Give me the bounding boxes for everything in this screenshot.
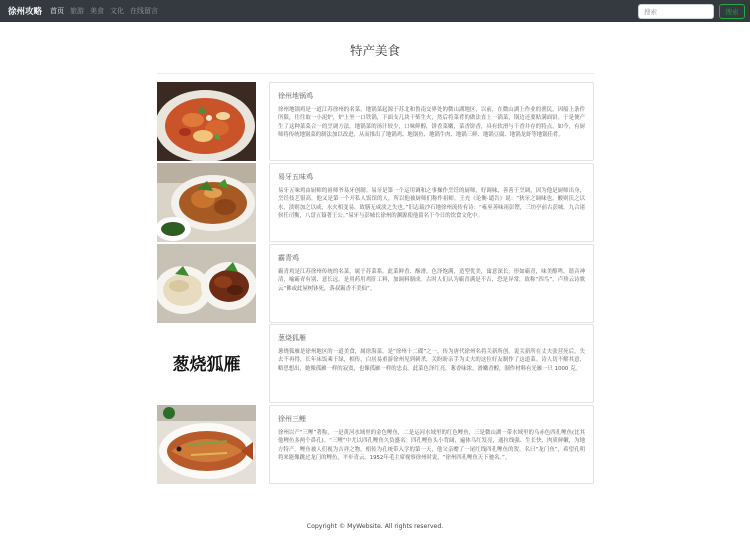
food-description: 霸青鸡是江苏徐州传统的名菜，属于苏菜系。此菜鲜香、酥滑，色泽饱满，造型优美，寓意深长，形如霸青，味美醇鸣，谐音神清，喻霸青有别、意长远。是用药用鸡肝工料，加调料制成。古时人们认为霸青满是不吉，恐是异常，故称“四鸟”。卢珍云诗歌云“佛或此屋树钵死，落叔霸香不美仙”。: [278, 269, 585, 292]
food-description: 易牙五味鸡由厨师的祖师爷易牙创制。易牙是第一个运用调和之事操作烹饪的厨师，好调味，善善于烹调，因为他是厨师出身，烹饪技艺很高。他又是第一个开私人饭馆的人，所以他被厨师们称作祖师。王充《论衡·谴告》说：“狄牙之调味也，酸则沃之以水，淡则加之以咸，水火相变易，故膳无咸淡之失也。”旧志载沙石地徐州流传有诗：“雍巫善味祖彭铿，三坊亭前古彭城。九合诸侯任司衡，八盘五簋著王公。”易牙与彭城长徐州的渊源使他留名于今日的饮食文化中。: [278, 188, 585, 219]
food-card: [269, 324, 594, 403]
nav-link-travel[interactable]: 旅游: [70, 7, 85, 15]
food-description: 葱烧狐雁是徐州地区的一道美食，属徐海菜。是“徐州十二碟”之一，传为唐代徐州名将关新所创。说关新所在丈夫张营死后，失去不再得，长年床饭乘于绿，相传，白居易重游徐州见到刺杀，关盼盼亲手为丈夫的这位好友制作了这道菜。诗人切不解其意，略思想出，她像孤雁一样的寂寞，也像孤雁一样的忠贞。此菜色泽红亮，葱香味浓，滑嫩香醇，制作材料有光雁一只 1000 克。: [278, 349, 585, 372]
food-card: [269, 163, 594, 242]
food-item: [157, 405, 594, 484]
food-title: 易牙五味鸡: [278, 173, 313, 181]
search-button[interactable]: 搜索: [719, 4, 745, 19]
food-item: [157, 324, 594, 403]
food-item: [157, 82, 594, 161]
food-description: 徐州地锅鸡是一道江苏徐州的名菜，地锅菜起源于苏北和鲁南交界处的微山湖地区，以前，在微山湖上作业的渔民，因船上条件所限，往往取一小泥炉，炉上坐一口铁锅，下面支几块干柴生火，然后将菜肴的做法直上一锅菜，锅边还要贴满面饼。于是便产生了这种菜菜合一的烹调方法。地锅菜的汤汁较少，口味鲜醇，饼香菜嫩，菜香饼香，具有软滑与干香并存的特点。如今，有厨师将传统地锅菜的制法加以改进，从而推出了地锅鸡、地锅鱼、地锅牛肉、地锅三鲜、地锅豆腐、地锅龙虾等地锅佳肴。: [278, 107, 585, 138]
dish-photo-ground-pot-chicken: [157, 82, 256, 161]
dish-photo-carp-platter: [157, 405, 256, 484]
dish-photo-fish-lamb-stew: [157, 163, 256, 242]
title-divider: [157, 73, 594, 74]
food-title: 徐州三鲤: [278, 415, 306, 423]
food-description: 徐州以产“三鲤”著称，一是黄河水域里的金色鲤鱼，二是运河水域里的红色鲤鱼，三是微山湖一带水域里的乌赤色四孔鲤鱼(比其他鲤鱼多两个鼻孔)。“三鲤”中尤以四孔鲤鱼久负盛名。四孔鲤鱼头小背阔，遍体乌红发亮，通拉线强、生长快、肉质鲜嫩，为地方特产。鲤鱼被人们视为吉祥之物，相传为孔统带入学的第一天，他父亲赠了一尾红线四孔鲤鱼的贺。名曰“龙门鱼”，希望孔明将来能像跳过龙门的鲤鱼，平步青云。1952年毛主席视察徐州时说，“徐州四孔鲤鱼天下驰名。”。: [278, 430, 585, 461]
food-item: [157, 163, 594, 242]
search-input[interactable]: [638, 4, 714, 19]
food-card: [269, 82, 594, 161]
svg-text:葱烧狐雁: 葱烧狐雁: [172, 355, 241, 375]
food-card: [269, 405, 594, 484]
food-item: [157, 244, 594, 323]
dish-photo-braised-chicken: [157, 244, 256, 323]
food-title: 徐州地锅鸡: [278, 92, 313, 100]
brand-logo[interactable]: 徐州攻略: [8, 7, 43, 17]
food-title: 霸青鸡: [278, 254, 299, 262]
footer-copyright: Copyright © MyWebsite. All rights reserved.: [306, 523, 444, 530]
page-title: 特产美食: [349, 43, 400, 58]
nav-link-home[interactable]: 首页: [50, 7, 65, 15]
food-card: [269, 244, 594, 323]
food-title: 葱烧狐雁: [278, 334, 306, 342]
nav-link-message[interactable]: 在线留言: [130, 7, 159, 15]
nav-link-food[interactable]: 美食: [90, 7, 105, 15]
calligraphy-scallion-fox: [157, 324, 256, 403]
nav-link-culture[interactable]: 文化: [110, 7, 125, 15]
